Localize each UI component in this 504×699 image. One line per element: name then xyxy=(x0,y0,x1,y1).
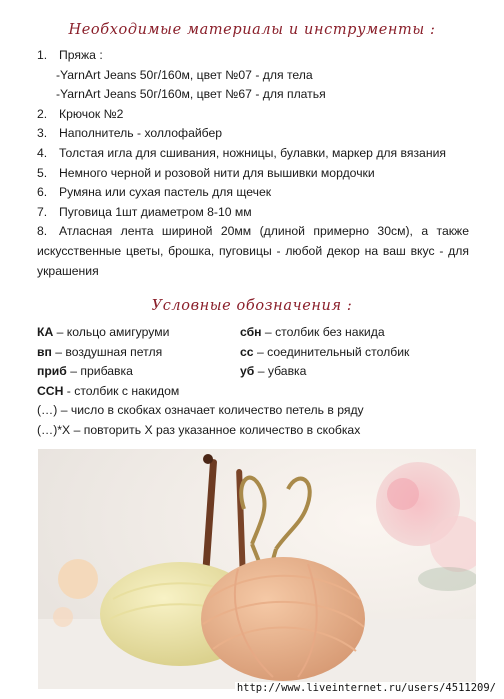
legend-row: (…) – число в скобках означает количество петель в ряду xyxy=(37,403,364,418)
list-item: 3. Наполнитель - холлофайбер xyxy=(37,126,223,141)
materials-list xyxy=(37,46,469,281)
legend-row: приб – прибавка уб – убавка xyxy=(37,364,307,379)
list-item: 4. Толстая игла для сшивания, ножницы, булавки, маркер для вязания xyxy=(37,145,446,160)
legend-heading: Условные обозначения : xyxy=(151,298,353,314)
legend-row: (…)*Х – повторить Х раз указанное количество в скобках xyxy=(37,422,361,437)
list-item: 5. Немного черной и розовой нити для вышивки мордочки xyxy=(37,165,375,180)
legend-row: вп – воздушная петля сс – соединительный столбик xyxy=(37,344,410,359)
legend-list xyxy=(37,323,477,441)
legend-row: ССН - столбик с накидом xyxy=(37,383,180,398)
list-item: 1. Пряжа : xyxy=(37,48,103,62)
list-item: 6. Румяна или сухая пастель для щечек xyxy=(37,185,272,200)
yarn-balls-scissors-photo xyxy=(38,449,476,689)
legend-row: КА – кольцо амигуруми сбн – столбик без накида xyxy=(37,325,385,339)
list-item: 2. Крючок №2 xyxy=(37,106,124,121)
list-item: 8. Атласная лента шириной 20мм (длиной примерно 30см), а также искусственные цветы, брошка, пуговицы - любой декор на ваш вкус - для украшения xyxy=(37,224,469,278)
list-item: -YarnArt Jeans 50г/160м, цвет №07 - для тела xyxy=(56,67,313,82)
list-item: -YarnArt Jeans 50г/160м, цвет №67 - для платья xyxy=(56,87,326,102)
materials-heading: Необходимые материалы и инструменты : xyxy=(68,22,436,38)
watermark-url: http://www.liveinternet.ru/users/4511209/ xyxy=(236,682,496,694)
list-item: 7. Пуговица 1шт диаметром 8-10 мм xyxy=(37,204,252,219)
